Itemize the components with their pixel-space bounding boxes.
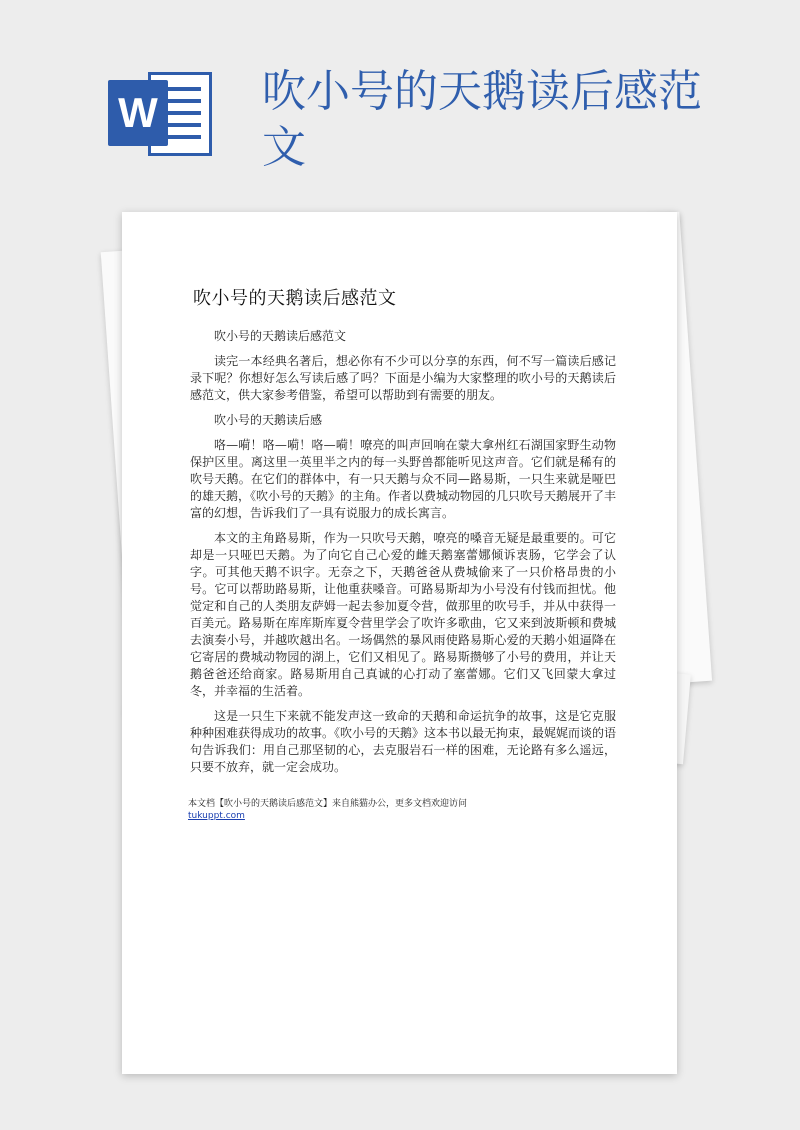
- doc-section-heading: 吹小号的天鹅读后感: [214, 413, 323, 427]
- document-body: [190, 328, 616, 784]
- word-letter-badge: W: [108, 80, 168, 146]
- doc-paragraph: 咯—嗬！咯—嗬！咯—嗬！嘹亮的叫声回响在蒙大拿州红石湖国家野生动物保护区里。离这里一英里半之内的每一头野兽都能听见这声音。它们就是稀有的吹号天鹅。在它们的群体中，有一只天鹅与众不同—路易斯，一只生来就是哑巴的雄天鹅，《吹小号的天鹅》的主角。作者以费城动物园的几只吹号天鹅展开了丰富的幻想，告诉我们了一具有说服力的成长寓言。: [190, 438, 617, 520]
- doc-paragraph: 读完一本经典名著后，想必你有不少可以分享的东西，何不写一篇读后感记录下呢？你想好怎么写读后感了吗？下面是小编为大家整理的吹小号的天鹅读后感范文，供大家参考借鉴，希望可以帮助到有需要的朋友。: [190, 354, 616, 402]
- document-page: [122, 212, 677, 1074]
- doc-paragraph: 这是一只生下来就不能发声这一致命的天鹅和命运抗争的故事，这是它克服种种困难获得成功的故事。《吹小号的天鹅》这本书以最无拘束，最娓娓而谈的语句告诉我们：用自己那坚韧的心，去克服岩石一样的困难，无论路有多么遥远，只要不放弃，就一定会成功。: [190, 709, 617, 774]
- footer-text: 本文档【吹小号的天鹅读后感范文】来自熊猫办公，更多文档欢迎访问: [188, 799, 468, 809]
- footer-link[interactable]: tukuppt.com: [188, 811, 245, 821]
- doc-paragraph: 本文的主角路易斯，作为一只吹号天鹅，嘹亮的嗓音无疑是最重要的。可它却是一只哑巴天鹅。为了向它自己心爱的雌天鹅塞蕾娜倾诉衷肠，它学会了认字。可其他天鹅不识字。无奈之下，天鹅爸爸从费城偷来了一只价格昂贵的小号。它可以帮助路易斯，让他重获嗓音。可路易斯却为小号没有付钱而担忧。他觉定和自己的人类朋友萨姆一起去参加夏令营，做那里的吹号手，并从中获得一百美元。路易斯在库库斯库夏令营里学会了吹许多歌曲，它又来到波斯顿和费城去演奏小号，并越吹越出名。一场偶然的暴风雨使路易斯心爱的天鹅小姐逼降在它寄居的费城动物园的湖上，它们又相见了。路易斯攒够了小号的费用，并让天鹅爸爸还给商家。路易斯用自己真诚的心打动了塞蕾娜。它们又飞回蒙大拿过冬，并幸福的生活着。: [190, 531, 616, 698]
- document-title: 吹小号的天鹅读后感范文: [193, 288, 397, 309]
- document-footer: [188, 798, 618, 822]
- page-title: 吹小号的天鹅读后感范文: [262, 66, 702, 173]
- word-document-icon: [108, 68, 216, 160]
- doc-subtitle: 吹小号的天鹅读后感范文: [214, 329, 347, 343]
